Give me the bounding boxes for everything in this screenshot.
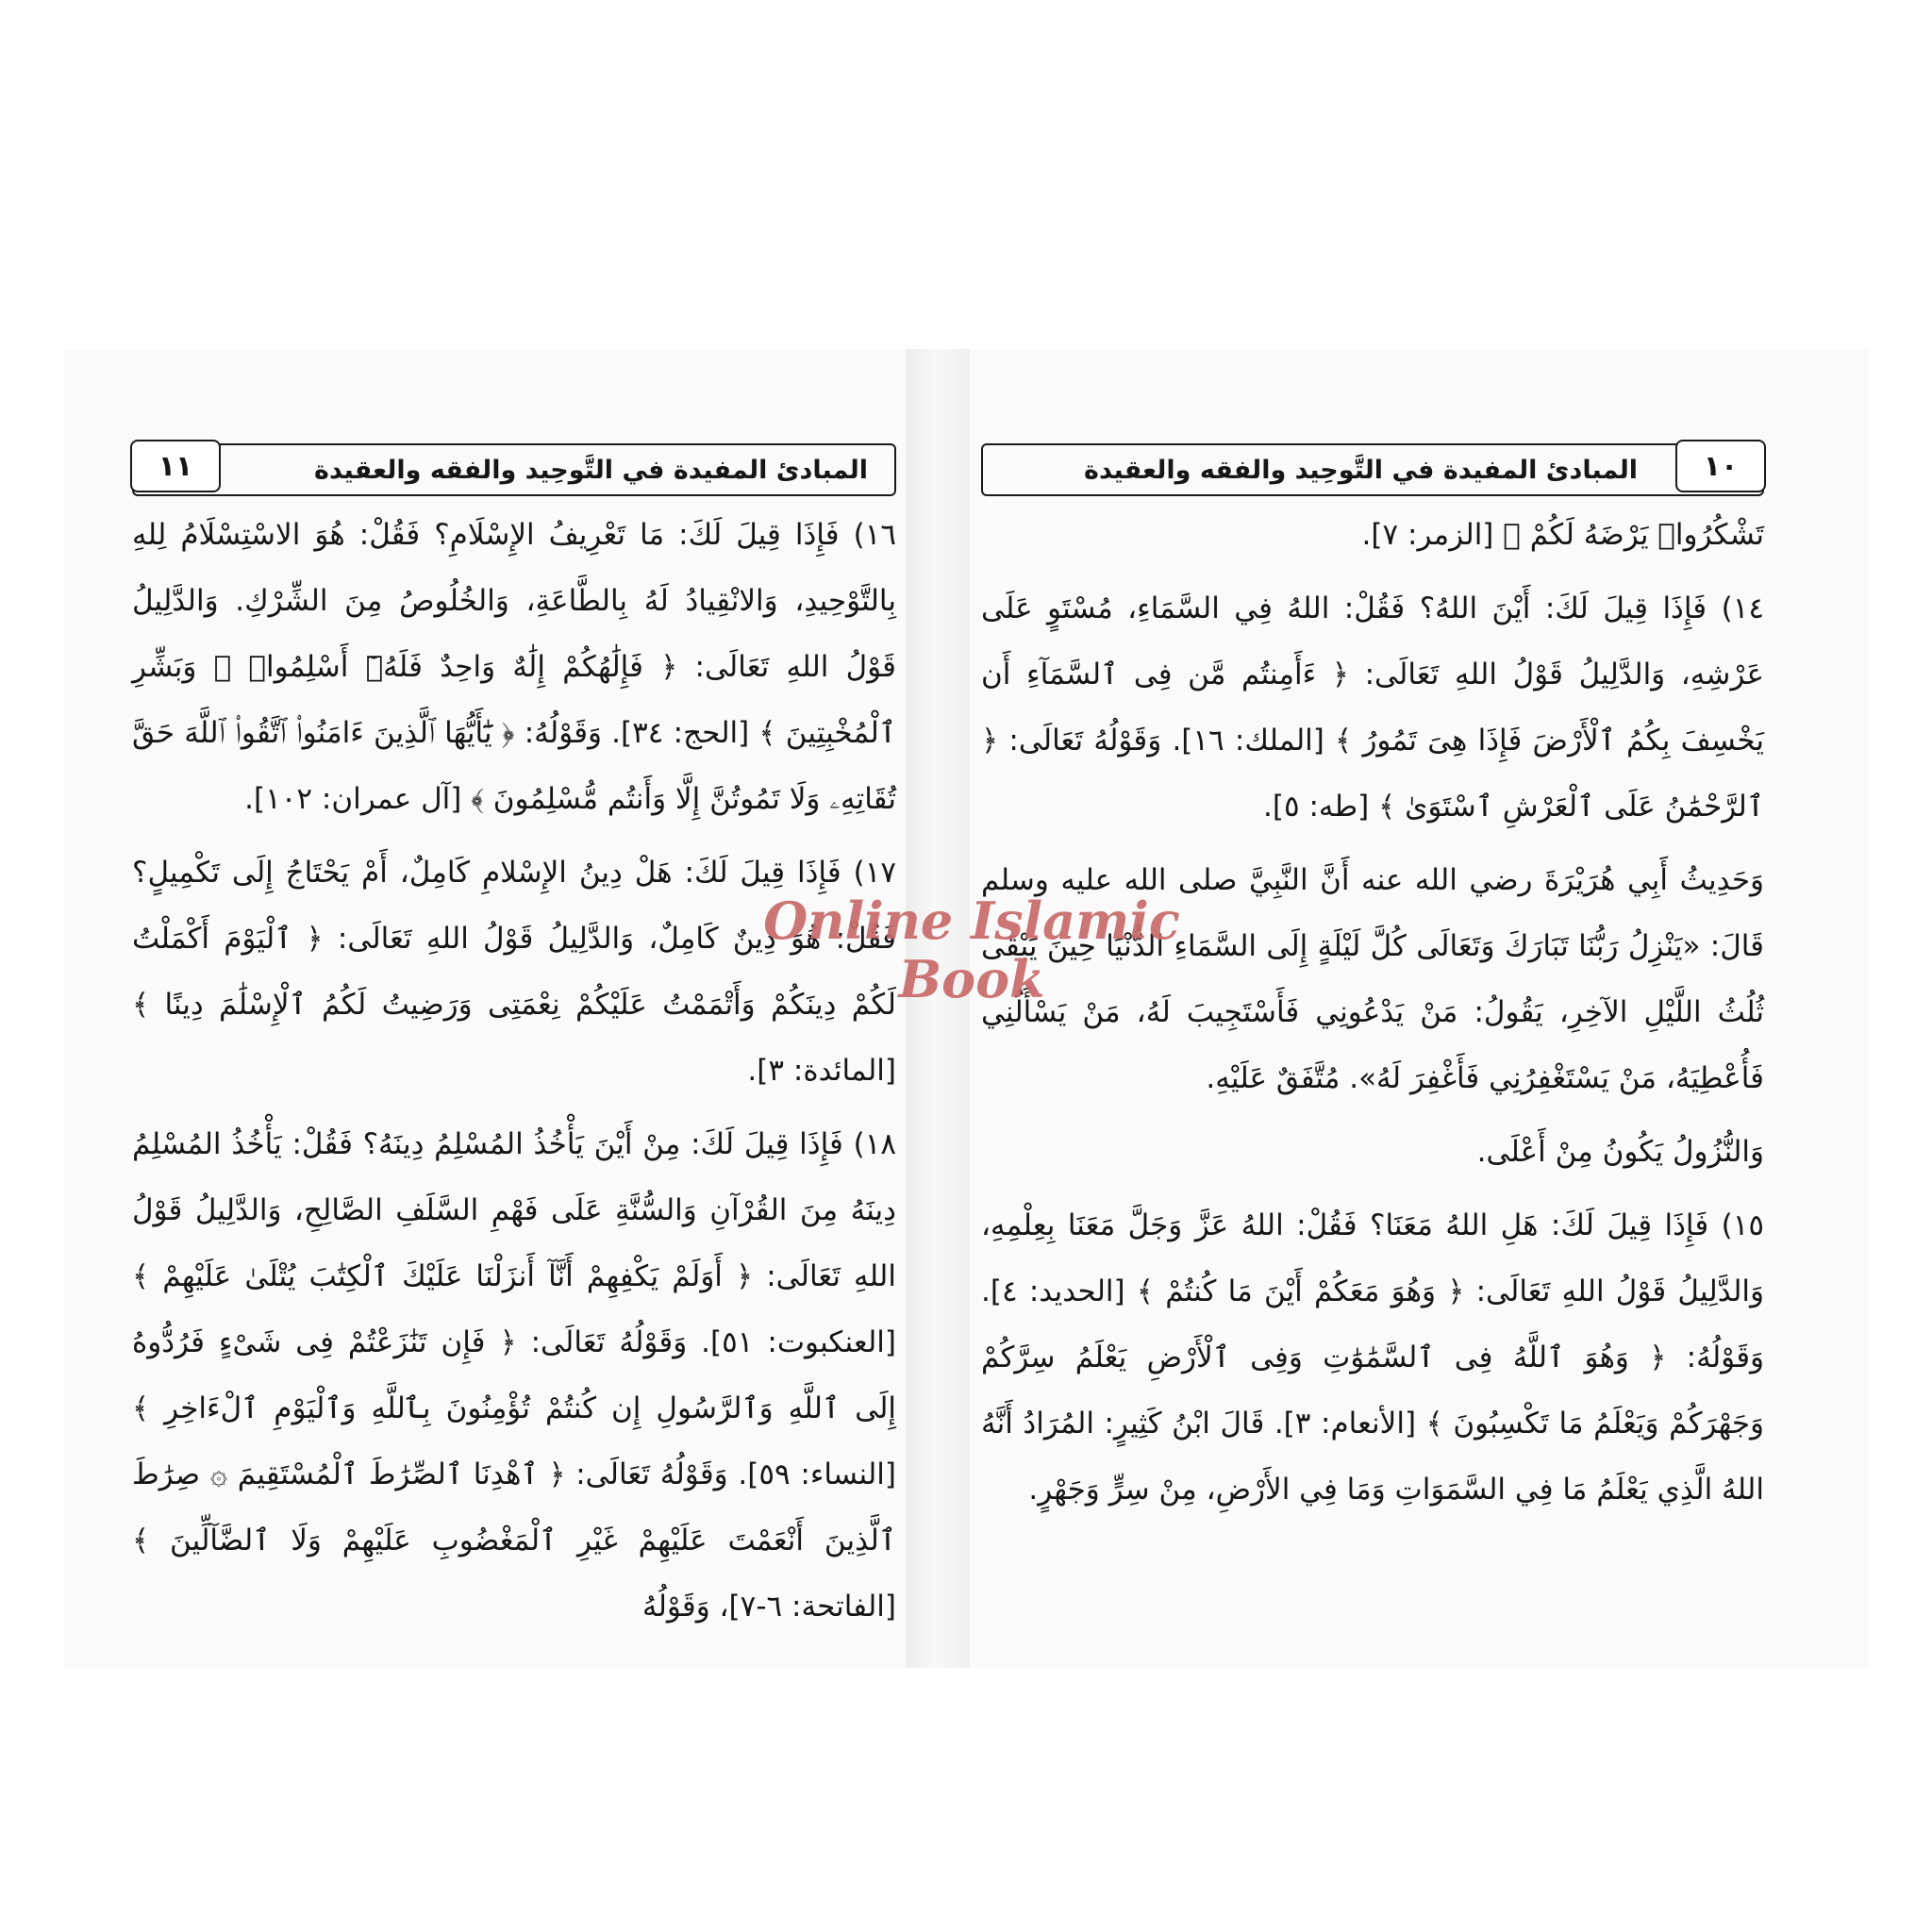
- paragraph: ١٧) فَإِذَا قِيلَ لَكَ: هَلْ دِينُ الإِسْلامِ كَامِلٌ، أَمْ يَحْتَاجُ إِلَى تَكْمِيلٍ؟ فَقُلْ: هُوَ دِينٌ كَامِلٌ، وَالدَّلِيلُ قَوْلُ اللهِ تَعَالَى: ﴿ ٱلْيَوْمَ أَكْمَلْتُ لَكُمْ دِينَكُمْ وَأَتْمَمْتُ عَلَيْكُمْ نِعْمَتِى وَرَضِيتُ لَكُمُ ٱلْإِسْلَٰمَ دِينًا ﴾ [المائدة: ٣].: [132, 856, 896, 1088]
- page-body: [132, 502, 896, 1640]
- page-number: ١١: [130, 440, 221, 492]
- running-head-right: [981, 443, 1764, 496]
- paragraph: تَشْكُرُوا۟ يَرْضَهُ لَكُمْ ﴾ [الزمر: ٧].: [1361, 518, 1764, 552]
- paragraph: ١٥) فَإِذَا قِيلَ لَكَ: هَلِ اللهُ مَعَنَا؟ فَقُلْ: اللهُ عَزَّ وَجَلَّ مَعَنَا بِعِلْمِهِ، وَالدَّلِيلُ قَوْلُ اللهِ تَعَالَى: ﴿ وَهُوَ مَعَكُمْ أَيْنَ مَا كُنتُمْ ﴾ [الحديد: ٤]. وَقَوْلُهُ: ﴿ وَهُوَ ٱللَّهُ فِى ٱلسَّمَٰوَٰتِ وَفِى ٱلْأَرْضِ يَعْلَمُ سِرَّكُمْ وَجَهْرَكُمْ وَيَعْلَمُ مَا تَكْسِبُونَ ﴾ [الأنعام: ٣]. قَالَ ابْنُ كَثِيرٍ: المُرَادُ أَنَّهُ اللهُ الَّذِي يَعْلَمُ مَا فِي السَّمَوَاتِ وَمَا فِي الأَرْضِ، مِنْ سِرٍّ وَجَهْرٍ.: [981, 1208, 1764, 1507]
- paragraph: ١٨) فَإِذَا قِيلَ لَكَ: مِنْ أَيْنَ يَأْخُذُ المُسْلِمُ دِينَهُ؟ فَقُلْ: يَأْخُذُ المُسْلِمُ دِينَهُ مِنَ القُرْآنِ وَالسُّنَّةِ عَلَى فَهْمِ السَّلَفِ الصَّالِحِ، وَالدَّلِيلُ قَوْلُ اللهِ تَعَالَى: ﴿ أَوَلَمْ يَكْفِهِمْ أَنَّآ أَنزَلْنَا عَلَيْكَ ٱلْكِتَٰبَ يُتْلَىٰ عَلَيْهِمْ ﴾ [العنكبوت: ٥١]. وَقَوْلُهُ تَعَالَى: ﴿ فَإِن تَنَٰزَعْتُمْ فِى شَىْءٍ فَرُدُّوهُ إِلَى ٱللَّهِ وَٱلرَّسُولِ إِن كُنتُمْ تُؤْمِنُونَ بِٱللَّهِ وَٱلْيَوْمِ ٱلْءَاخِرِ ﴾ [النساء: ٥٩]. وَقَوْلُهُ تَعَالَى: ﴿ ٱهْدِنَا ٱلصِّرَٰطَ ٱلْمُسْتَقِيمَ ۞ صِرَٰطَ ٱلَّذِينَ أَنْعَمْتَ عَلَيْهِمْ غَيْرِ ٱلْمَغْضُوبِ عَلَيْهِمْ وَلَا ٱلضَّآلِّينَ ﴾ [الفاتحة: ٦-٧]، وَقَوْلُهُ: [132, 1127, 897, 1624]
- paragraph: وَالنُّزُولُ يَكُونُ مِنْ أَعْلَى.: [1476, 1135, 1764, 1169]
- book-gutter: [906, 349, 970, 1668]
- paragraph: ١٤) فَإِذَا قِيلَ لَكَ: أَيْنَ اللهُ؟ فَقُلْ: اللهُ فِي السَّمَاءِ، مُسْتَوٍ عَلَى عَرْشِهِ، وَالدَّلِيلُ قَوْلُ اللهِ تَعَالَى: ﴿ ءَأَمِنتُم مَّن فِى ٱلسَّمَآءِ أَن يَخْسِفَ بِكُمُ ٱلْأَرْضَ فَإِذَا هِىَ تَمُورُ ﴾ [الملك: ١٦]. وَقَوْلُهُ تَعَالَى: ﴿ ٱلرَّحْمَٰنُ عَلَى ٱلْعَرْشِ ٱسْتَوَىٰ ﴾ [طه: ٥].: [981, 591, 1764, 824]
- right-page: [981, 443, 1764, 1530]
- left-page: [132, 443, 896, 1647]
- page-number: ١٠: [1675, 440, 1766, 492]
- page-body: [981, 502, 1764, 1523]
- paragraph: وَحَدِيثُ أَبِي هُرَيْرَةَ رضي الله عنه أَنَّ النَّبِيَّ صلى الله عليه وسلم قَالَ: «يَنْزِلُ رَبُّنَا تَبَارَكَ وَتَعَالَى كُلَّ لَيْلَةٍ إِلَى السَّمَاءِ الدُّنْيَا حِينَ يَبْقَى ثُلُثُ اللَّيْلِ الآخِرِ، يَقُولُ: مَنْ يَدْعُونِي فَأَسْتَجِيبَ لَهُ، مَنْ يَسْأَلُنِي فَأُعْطِيَهُ، مَنْ يَسْتَغْفِرُنِي فَأَغْفِرَ لَهُ». مُتَّفَقٌ عَلَيْهِ.: [981, 863, 1764, 1095]
- running-title: المبادئ المفيدة في التَّوحِيد والفقه والعقيدة: [1084, 455, 1638, 485]
- watermark-line: Online Islamic: [763, 891, 1180, 951]
- watermark-line: Book: [898, 949, 1045, 1009]
- paragraph: ١٦) فَإِذَا قِيلَ لَكَ: مَا تَعْرِيفُ الإِسْلَامِ؟ فَقُلْ: هُوَ الاسْتِسْلَامُ لِلهِ بِالتَّوْحِيدِ، وَالانْقِيادُ لَهُ بِالطَّاعَةِ، وَالخُلُوصُ مِنَ الشِّرْكِ. وَالدَّلِيلُ قَوْلُ اللهِ تَعَالَى: ﴿ فَإِلَٰهُكُمْ إِلَٰهٌ وَاحِدٌ فَلَهُۥٓ أَسْلِمُوا۟ ۗ وَبَشِّرِ ٱلْمُخْبِتِينَ ﴾ [الحج: ٣٤]. وَقَوْلُهُ: ﴿ يَٰٓأَيُّهَا ٱلَّذِينَ ءَامَنُوا۟ ٱتَّقُوا۟ ٱللَّهَ حَقَّ تُقَاتِهِۦ وَلَا تَمُوتُنَّ إِلَّا وَأَنتُم مُّسْلِمُونَ ﴾ [آل عمران: ١٠٢].: [132, 518, 896, 816]
- running-title: المبادئ المفيدة في التَّوحِيد والفقه والعقيدة: [314, 455, 868, 485]
- running-head-left: [132, 443, 896, 496]
